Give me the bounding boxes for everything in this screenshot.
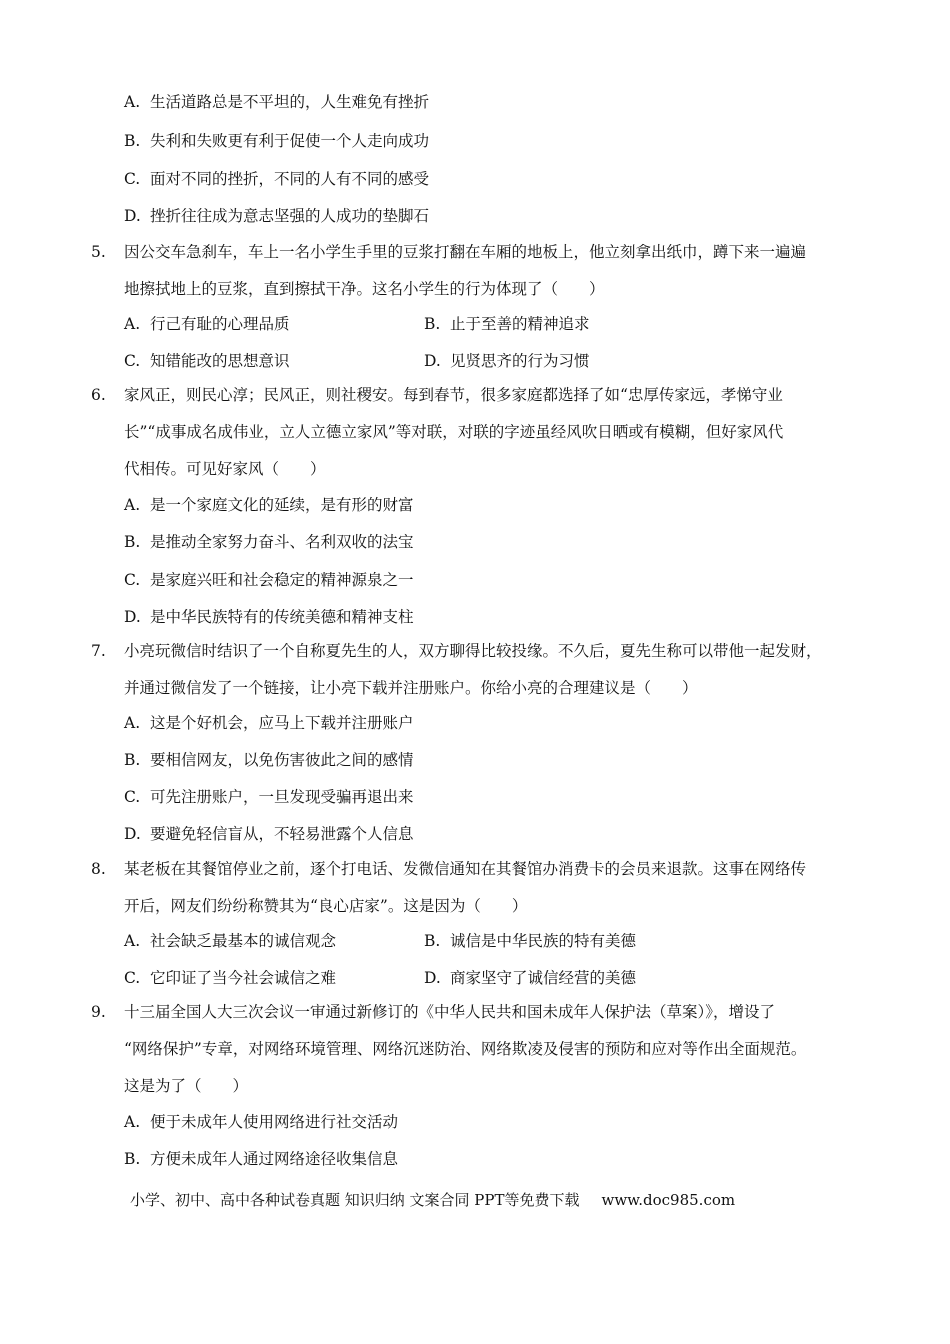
q8-option-c: C. 它印证了当今社会诚信之难 [124, 969, 337, 987]
q4-option-a: A. 生活道路总是不平坦的，人生难免有挫折 [124, 93, 430, 111]
q8-option-d: D. 商家坚守了诚信经营的美德 [424, 969, 637, 987]
q9-number: 9. [91, 1003, 106, 1021]
q9-stem-line-1: 十三届全国人大三次会议一审通过新修订的《中华人民共和国未成年人保护法（草案）》，增设了 [124, 1003, 776, 1021]
q8-stem-line-1: 某老板在其餐馆停业之前，逐个打电话、发微信通知在其餐馆办消费卡的会员来退款。这事在网络传 [124, 860, 807, 878]
q8-option-b: B. 诚信是中华民族的特有美德 [424, 932, 637, 950]
q6-option-d: D. 是中华民族特有的传统美德和精神支柱 [124, 608, 414, 626]
q9-stem-line-2: “网络保护”专章，对网络环境管理、网络沉迷防治、网络欺凌及侵害的预防和应对等作出全面规范。 [124, 1040, 807, 1058]
q7-option-b: B. 要相信网友，以免伤害彼此之间的感情 [124, 751, 414, 769]
q5-option-c: C. 知错能改的思想意识 [124, 352, 290, 370]
q5-number: 5. [91, 243, 106, 261]
q9-option-b: B. 方便未成年人通过网络途径收集信息 [124, 1150, 399, 1168]
q5-option-b: B. 止于至善的精神追求 [424, 315, 590, 333]
q6-stem-line-1: 家风正，则民心淳；民风正，则社稷安。每到春节，很多家庭都选择了如“忠厚传家远，孝悌守业 [124, 386, 783, 404]
q6-option-b: B. 是推动全家努力奋斗、名利双收的法宝 [124, 533, 414, 551]
q5-stem-line-2: 地擦拭地上的豆浆，直到擦拭干净。这名小学生的行为体现了（ ） [124, 280, 605, 298]
q7-option-d: D. 要避免轻信盲从，不轻易泄露个人信息 [124, 825, 414, 843]
q4-option-b: B. 失利和失败更有利于促使一个人走向成功 [124, 132, 430, 150]
q8-number: 8. [91, 860, 106, 878]
footer-text: 小学、初中、高中各种试卷真题 知识归纳 文案合同 PPT等免费下载 [130, 1191, 580, 1209]
footer-site-link[interactable]: www.doc985.com [601, 1191, 736, 1209]
q8-stem-line-2: 开后，网友们纷纷称赞其为“良心店家”。这是因为（ ） [124, 897, 528, 915]
q4-option-d: D. 挫折往往成为意志坚强的人成功的垫脚石 [124, 207, 430, 225]
q9-stem-line-3: 这是为了（ ） [124, 1077, 249, 1095]
q5-option-a: A. 行己有耻的心理品质 [124, 315, 290, 333]
q8-option-a: A. 社会缺乏最基本的诚信观念 [124, 932, 337, 950]
q4-option-c: C. 面对不同的挫折，不同的人有不同的感受 [124, 170, 430, 188]
q6-stem-line-2: 长”“成事成名成伟业，立人立德立家风”等对联，对联的字迹虽经风吹日晒或有模糊，但好家风代 [124, 423, 784, 441]
q6-option-c: C. 是家庭兴旺和社会稳定的精神源泉之一 [124, 571, 414, 589]
q7-option-c: C. 可先注册账户，一旦发现受骗再退出来 [124, 788, 414, 806]
q9-option-a: A. 便于未成年人使用网络进行社交活动 [124, 1113, 399, 1131]
q6-stem-line-3: 代相传。可见好家风（ ） [124, 460, 326, 478]
q6-number: 6. [91, 386, 106, 404]
q6-option-a: A. 是一个家庭文化的延续，是有形的财富 [124, 496, 414, 514]
page-footer [130, 1190, 735, 1210]
q7-option-a: A. 这是个好机会，应马上下载并注册账户 [124, 714, 414, 732]
q7-stem-line-2: 并通过微信发了一个链接，让小亮下载并注册账户。你给小亮的合理建议是（ ） [124, 679, 698, 697]
q5-stem-line-1: 因公交车急刹车，车上一名小学生手里的豆浆打翻在车厢的地板上，他立刻拿出纸巾，蹲下来一遍遍 [124, 243, 807, 261]
q7-number: 7. [91, 642, 106, 660]
q7-stem-line-1: 小亮玩微信时结识了一个自称夏先生的人，双方聊得比较投缘。不久后，夏先生称可以带他一起发财， [124, 642, 822, 660]
q5-option-d: D. 见贤思齐的行为习惯 [424, 352, 590, 370]
